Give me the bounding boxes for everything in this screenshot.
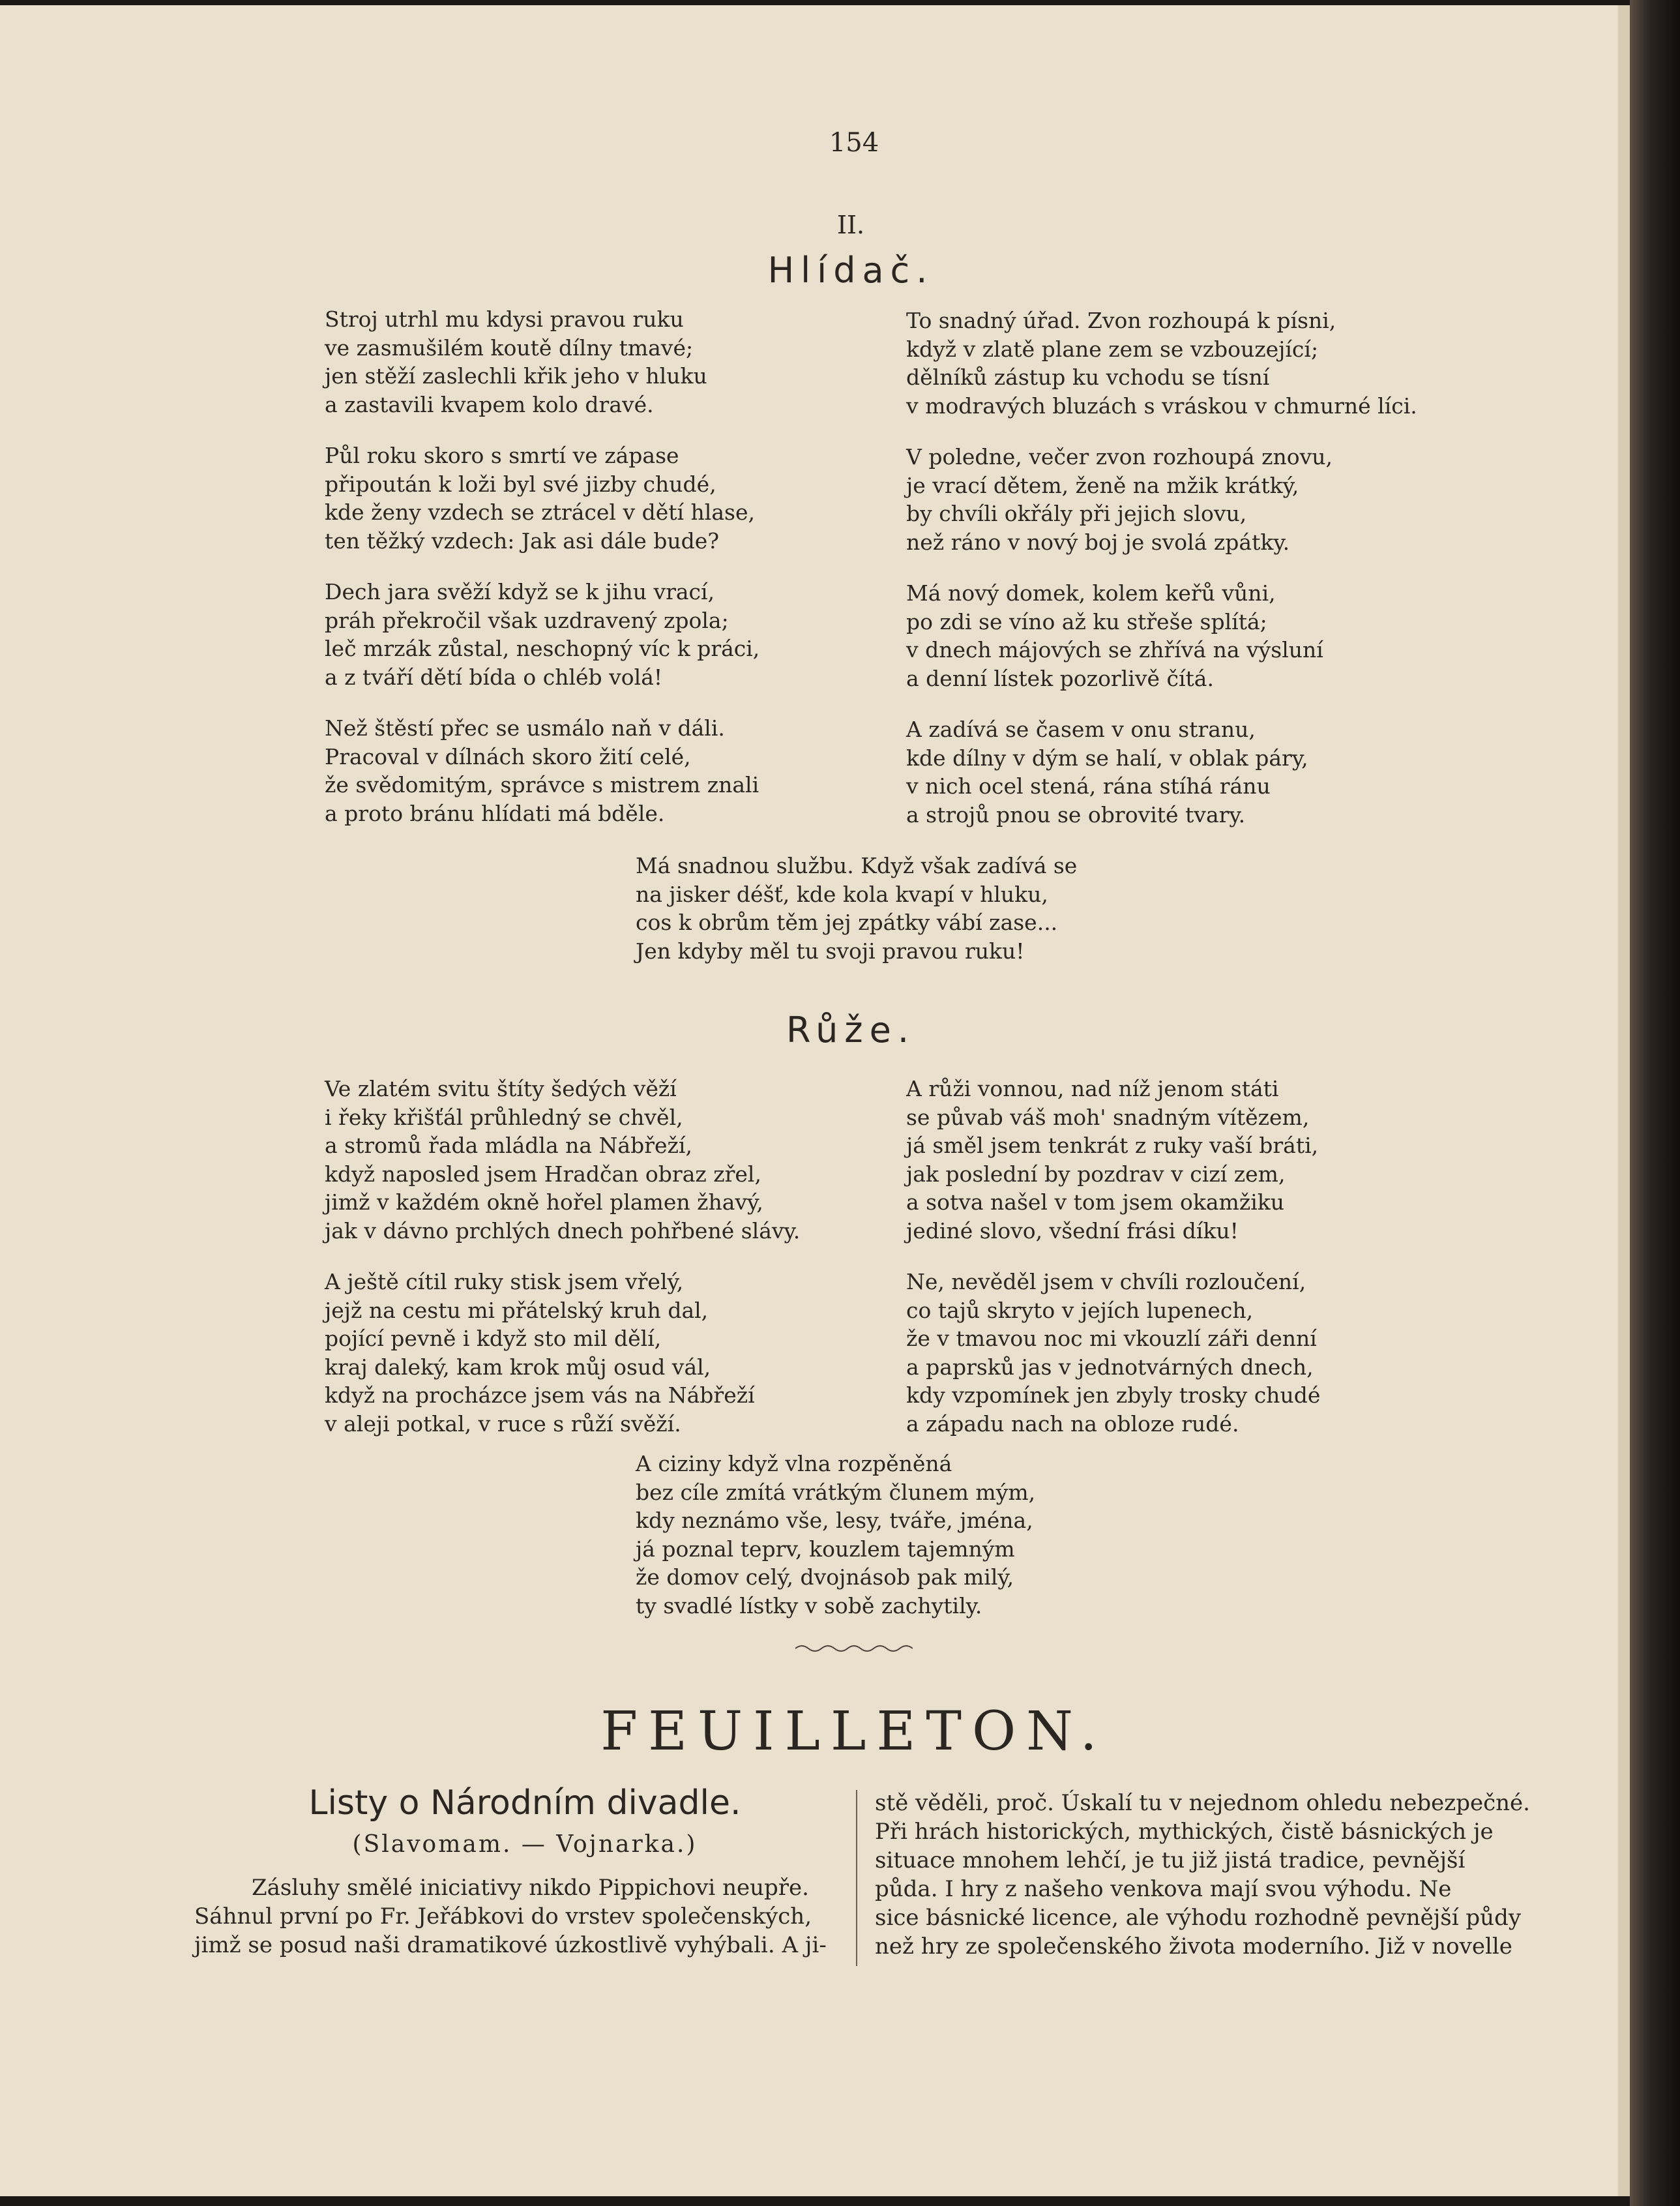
stanza xyxy=(325,1075,800,1245)
poem2-left-column xyxy=(325,1075,800,1438)
stanza xyxy=(906,1075,1320,1245)
text-line: jimž se posud naši dramatikové úzkostlivě vyhýbali. A ji- xyxy=(194,1932,827,1958)
poem1-center-stanza xyxy=(636,852,1077,965)
stanza xyxy=(325,578,759,691)
verse-line: by chvíli okřály při jejich slovu, xyxy=(906,501,1247,526)
verse-line: Ve zlatém svitu štíty šedých věží xyxy=(325,1076,677,1101)
verse-line: ty svadlé lístky v sobě zachytily. xyxy=(636,1592,982,1618)
stanza xyxy=(325,714,759,827)
feuilleton-heading: FEUILLETON. xyxy=(600,1701,1108,1763)
verse-line: Má nový domek, kolem keřů vůni, xyxy=(906,580,1276,606)
verse-line: a z tváří dětí bída o chléb volá! xyxy=(325,664,663,690)
stanza xyxy=(906,443,1417,556)
ornament-divider xyxy=(795,1642,913,1655)
verse-line: ten těžký vzdech: Jak asi dále bude? xyxy=(325,528,720,554)
verse-line: když naposled jsem Hradčan obraz zřel, xyxy=(325,1161,761,1187)
stanza xyxy=(325,1268,800,1438)
verse-line: a denní lístek pozorlivě čítá. xyxy=(906,665,1214,691)
verse-line: v aleji potkal, v ruce s růží svěží. xyxy=(325,1410,681,1437)
verse-line: já poznal teprv, kouzlem tajemným xyxy=(636,1536,1015,1562)
text-line: než hry ze společenského života moderního. Již v novelle xyxy=(875,1933,1512,1960)
verse-line: že domov celý, dvojnásob pak milý, xyxy=(636,1564,1014,1590)
verse-line: A ještě cítil ruky stisk jsem vřelý, xyxy=(325,1269,684,1294)
stanza xyxy=(906,579,1417,693)
verse-line: připoután k loži byl své jizby chudé, xyxy=(325,471,716,497)
verse-line: V poledne, večer zvon rozhoupá znovu, xyxy=(906,444,1333,470)
stanza xyxy=(325,441,759,555)
verse-line: než ráno v nový boj je svolá zpátky. xyxy=(906,529,1290,555)
verse-line: Jen kdyby měl tu svoji pravou ruku! xyxy=(636,938,1025,964)
verse-line: po zdi se víno až ku střeše splítá; xyxy=(906,608,1267,634)
page-number: 154 xyxy=(829,128,879,158)
verse-line: v nich ocel stená, rána stíhá ránu xyxy=(906,773,1271,799)
verse-line: bez cíle zmítá vrátkým člunem mým, xyxy=(636,1479,1036,1505)
verse-line: To snadný úřad. Zvon rozhoupá k písni, xyxy=(906,308,1336,333)
verse-line: a západu nach na obloze rudé. xyxy=(906,1410,1239,1437)
book-page xyxy=(0,5,1630,2196)
verse-line: jejž na cestu mi přátelský kruh dal, xyxy=(325,1297,709,1323)
article-subtitle: (Slavomam. — Vojnarka.) xyxy=(352,1831,698,1858)
stanza xyxy=(906,306,1417,420)
verse-line: jimž v každém okně hořel plamen žhavý, xyxy=(325,1189,763,1215)
text-line: Sáhnul první po Fr. Jeřábkovi do vrstev společenských, xyxy=(194,1903,812,1930)
poem1-right-column xyxy=(906,306,1417,829)
verse-line: v dnech májových se zhřívá na výsluní xyxy=(906,637,1323,663)
verse-line: když v zlatě plane zem se vzbouzející; xyxy=(906,336,1319,362)
verse-line: kde ženy vzdech se ztrácel v dětí hlase, xyxy=(325,499,755,525)
verse-line: Má snadnou službu. Když však zadívá se xyxy=(636,853,1078,878)
verse-line: a proto bránu hlídati má bděle. xyxy=(325,800,665,826)
poem-title-ruze: Růže. xyxy=(786,1009,916,1051)
text-line: situace mnohem lehčí, je tu již jistá tradice, pevnější xyxy=(875,1847,1466,1873)
verse-line: Ne, nevěděl jsem v chvíli rozloučení, xyxy=(906,1269,1306,1294)
verse-line: když na procházce jsem vás na Nábřeží xyxy=(325,1382,755,1408)
column-divider xyxy=(856,1790,857,1966)
verse-line: že v tmavou noc mi vkouzlí záři denní xyxy=(906,1326,1317,1351)
verse-line: Dech jara svěží když se k jihu vrací, xyxy=(325,579,715,604)
text-line: sice básnické licence, ale výhodu rozhodně pevnější půdy xyxy=(875,1905,1522,1931)
poem2-center-stanza xyxy=(636,1450,1035,1620)
article-left-column xyxy=(194,1873,827,1960)
verse-line: se půvab váš moh' snadným vítězem, xyxy=(906,1104,1310,1130)
verse-line: A zadívá se časem v onu stranu, xyxy=(906,717,1256,742)
verse-line: cos k obrům těm jej zpátky vábí zase... xyxy=(636,910,1058,935)
verse-line: kraj daleký, kam krok můj osud vál, xyxy=(325,1354,711,1380)
stanza xyxy=(325,305,759,419)
poem-title-hlidac: Hlídač. xyxy=(767,250,934,291)
part-number: II. xyxy=(836,211,865,239)
verse-line: kdy neznámo vše, lesy, tváře, jména, xyxy=(636,1508,1033,1533)
verse-line: a strojů pnou se obrovité tvary. xyxy=(906,801,1246,827)
article-right-column xyxy=(875,1789,1530,1961)
text-line: Zásluhy smělé iniciativy nikdo Pippichovi neupře. xyxy=(252,1875,809,1901)
verse-line: práh překročil však uzdravený zpola; xyxy=(325,607,729,633)
verse-line: na jisker déšť, kde kola kvapí v hluku, xyxy=(636,881,1048,907)
article-title: Listy o Národním divadle. xyxy=(308,1783,741,1823)
verse-line: je vrací dětem, ženě na mžik krátký, xyxy=(906,472,1299,498)
verse-line: že svědomitým, správce s mistrem znali xyxy=(325,772,759,797)
verse-line: v modravých bluzách s vráskou v chmurné líci. xyxy=(906,393,1417,419)
verse-line: co tajů skryto v jejích lupenech, xyxy=(906,1297,1254,1323)
verse-line: já směl jsem tenkrát z ruky vaší bráti, xyxy=(906,1133,1319,1158)
verse-line: a sotva našel v tom jsem okamžiku xyxy=(906,1189,1285,1215)
verse-line: A růži vonnou, nad níž jenom státi xyxy=(906,1076,1279,1101)
text-line: Při hrách historických, mythických, čistě básnických je xyxy=(875,1819,1494,1845)
verse-line: jen stěží zaslechli křik jeho v hluku xyxy=(325,363,707,389)
verse-line: a stromů řada mládla na Nábřeží, xyxy=(325,1133,692,1158)
verse-line: a zastavili kvapem kolo dravé. xyxy=(325,391,654,417)
verse-line: a paprsků jas v jednotvárných dnech, xyxy=(906,1354,1314,1380)
stanza xyxy=(906,1268,1320,1438)
text-line: půda. I hry z našeho venkova mají svou výhodu. Ne xyxy=(875,1876,1452,1902)
verse-line: A ciziny když vlna rozpěněná xyxy=(636,1451,952,1476)
verse-line: dělníků zástup ku vchodu se tísní xyxy=(906,365,1270,390)
verse-line: Pracoval v dílnách skoro žití celé, xyxy=(325,743,691,769)
verse-line: kde dílny v dým se halí, v oblak páry, xyxy=(906,745,1308,771)
poem2-right-column xyxy=(906,1075,1320,1438)
verse-line: pojící pevně i když sto mil dělí, xyxy=(325,1326,662,1351)
verse-line: leč mrzák zůstal, neschopný víc k práci, xyxy=(325,636,760,661)
verse-line: jak v dávno prchlých dnech pohřbené slávy. xyxy=(325,1217,801,1244)
verse-line: Než štěstí přec se usmálo naň v dáli. xyxy=(325,715,725,741)
book-spine xyxy=(1630,0,1680,2206)
poem1-left-column xyxy=(325,305,759,827)
verse-line: kdy vzpomínek jen zbyly trosky chudé xyxy=(906,1382,1321,1408)
verse-line: i řeky křišťál průhledný se chvěl, xyxy=(325,1104,683,1130)
verse-line: Stroj utrhl mu kdysi pravou ruku xyxy=(325,306,684,332)
stanza xyxy=(906,715,1417,829)
text-line: stě věděli, proč. Úskalí tu v nejednom ohledu nebezpečné. xyxy=(875,1790,1530,1816)
verse-line: jak poslední by pozdrav v cizí zem, xyxy=(906,1161,1286,1187)
verse-line: jediné slovo, všední frási díku! xyxy=(906,1217,1239,1244)
verse-line: Půl roku skoro s smrtí ve zápase xyxy=(325,443,679,468)
verse-line: ve zasmušilém koutě dílny tmavé; xyxy=(325,335,694,361)
